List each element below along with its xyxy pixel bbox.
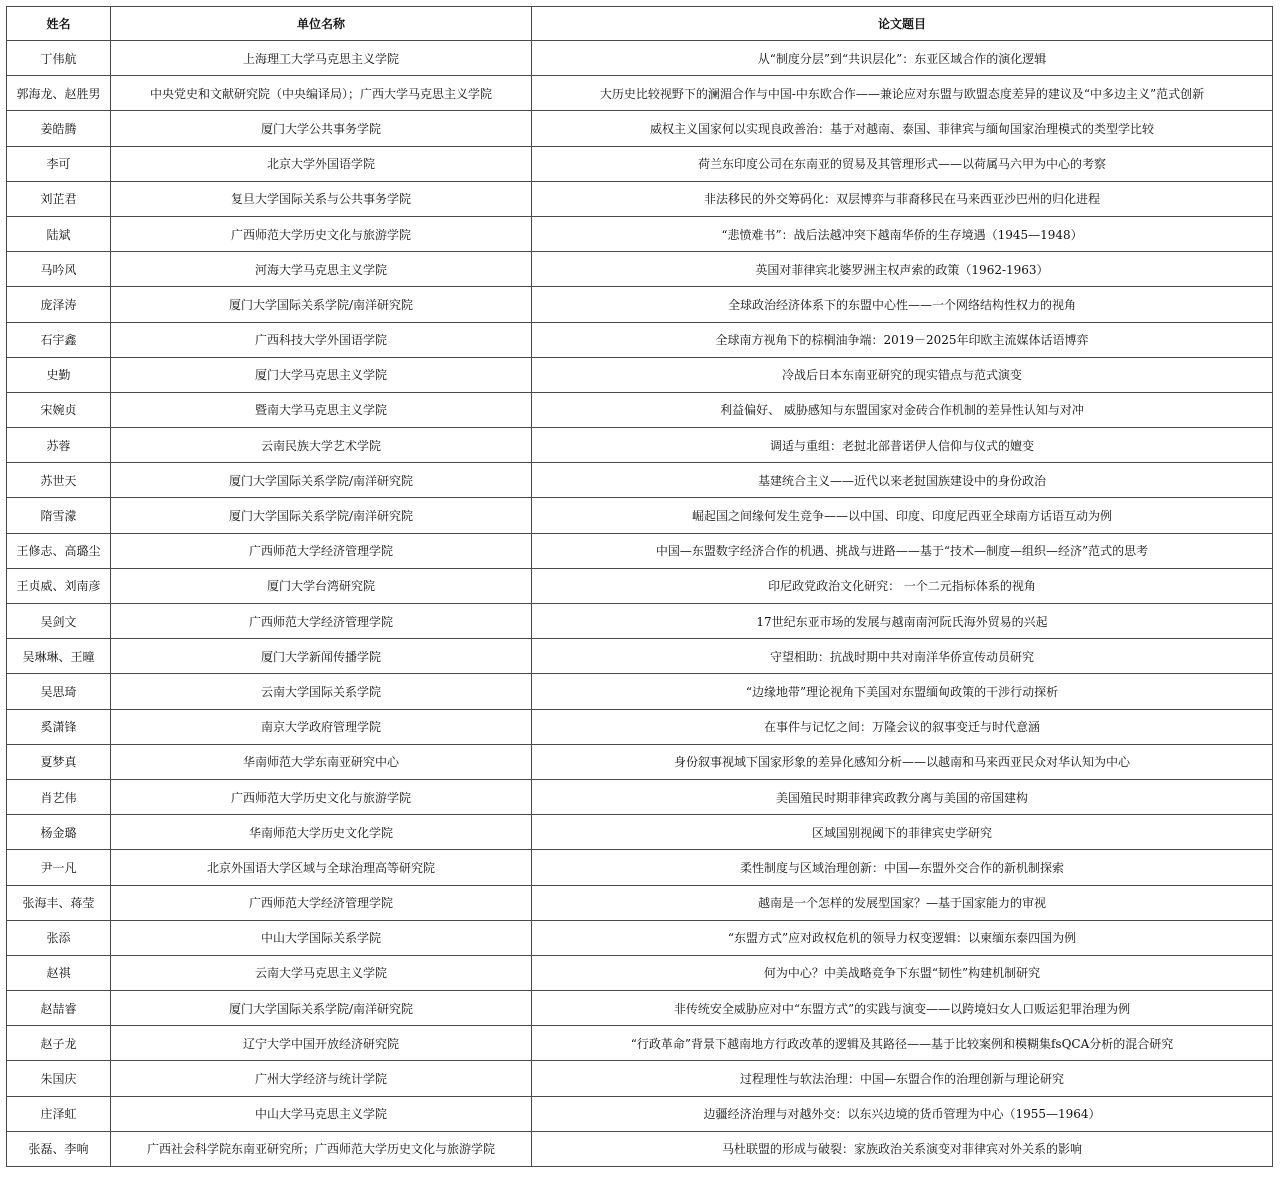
cell-title: 崛起国之间缘何发生竞争——以中国、印度、印度尼西亚全球南方话语互动为例 [532,498,1273,533]
header-name: 姓名 [7,7,111,41]
cell-name: 奚潇锋 [7,709,111,744]
cell-name: 苏世天 [7,463,111,498]
header-title: 论文题目 [532,7,1273,41]
cell-name: 石宇鑫 [7,322,111,357]
cell-name: 赵子龙 [7,1026,111,1061]
cell-title: 边疆经济治理与对越外交：以东兴边境的货币管理为中心（1955—1964） [532,1096,1273,1131]
cell-name: 隋雪濛 [7,498,111,533]
cell-title: 身份叙事视域下国家形象的差异化感知分析——以越南和马来西亚民众对华认知为中心 [532,744,1273,779]
cell-name: 吴思琦 [7,674,111,709]
table-row [7,463,1273,498]
cell-unit: 暨南大学马克思主义学院 [111,392,532,427]
cell-unit: 南京大学政府管理学院 [111,709,532,744]
cell-name: 庄泽虹 [7,1096,111,1131]
cell-unit: 厦门大学国际关系学院/南洋研究院 [111,498,532,533]
cell-name: 张海丰、蒋莹 [7,885,111,920]
cell-title: 非传统安全威胁应对中“东盟方式”的实践与演变——以跨境妇女人口贩运犯罪治理为例 [532,991,1273,1026]
table-row [7,815,1273,850]
cell-unit: 华南师范大学东南亚研究中心 [111,744,532,779]
cell-unit: 广西师范大学历史文化与旅游学院 [111,779,532,814]
cell-title: 马杜联盟的形成与破裂：家族政治关系演变对菲律宾对外关系的影响 [532,1131,1273,1166]
table-row [7,709,1273,744]
table-row [7,920,1273,955]
table-row [7,216,1273,251]
cell-name: 吴琳琳、王曈 [7,639,111,674]
table-row [7,1061,1273,1096]
cell-unit: 云南大学马克思主义学院 [111,955,532,990]
cell-title: 过程理性与软法治理：中国—东盟合作的治理创新与理论研究 [532,1061,1273,1096]
cell-unit: 华南师范大学历史文化学院 [111,815,532,850]
cell-unit: 厦门大学国际关系学院/南洋研究院 [111,287,532,322]
cell-title: 威权主义国家何以实现良政善治：基于对越南、泰国、菲律宾与缅甸国家治理模式的类型学比较 [532,111,1273,146]
cell-title: 守望相助：抗战时期中共对南洋华侨宣传动员研究 [532,639,1273,674]
cell-name: 苏蓉 [7,428,111,463]
cell-unit: 厦门大学台湾研究院 [111,568,532,603]
cell-name: 史勤 [7,357,111,392]
cell-name: 朱国庆 [7,1061,111,1096]
cell-title: 英国对菲律宾北婆罗洲主权声索的政策（1962-1963） [532,252,1273,287]
table-row [7,287,1273,322]
cell-title: “边缘地带”理论视角下美国对东盟缅甸政策的干涉行动探析 [532,674,1273,709]
cell-name: 吴剑文 [7,604,111,639]
cell-unit: 广西师范大学经济管理学院 [111,885,532,920]
table-row [7,604,1273,639]
table-row [7,111,1273,146]
table-row [7,428,1273,463]
cell-name: 张磊、李响 [7,1131,111,1166]
cell-unit: 中山大学马克思主义学院 [111,1096,532,1131]
table-row [7,357,1273,392]
table-row [7,1131,1273,1166]
cell-title: 美国殖民时期菲律宾政教分离与美国的帝国建构 [532,779,1273,814]
cell-unit: 厦门大学马克思主义学院 [111,357,532,392]
table-row [7,76,1273,111]
table-row [7,533,1273,568]
table-row [7,955,1273,990]
cell-unit: 云南民族大学艺术学院 [111,428,532,463]
cell-title: 区域国别视阈下的菲律宾史学研究 [532,815,1273,850]
cell-title: “行政革命”背景下越南地方行政改革的逻辑及其路径——基于比较案例和模糊集fsQCA分析的混合研究 [532,1026,1273,1061]
table-row [7,146,1273,181]
cell-title: 中国—东盟数字经济合作的机遇、挑战与进路——基于“技术—制度—组织—经济”范式的思考 [532,533,1273,568]
table-row [7,1096,1273,1131]
cell-title: 调适与重组：老挝北部普诺伊人信仰与仪式的嬗变 [532,428,1273,463]
cell-name: 李可 [7,146,111,181]
cell-title: “悲愤难书”：战后法越冲突下越南华侨的生存境遇（1945—1948） [532,216,1273,251]
cell-name: 赵喆睿 [7,991,111,1026]
cell-name: 肖艺伟 [7,779,111,814]
cell-title: 利益偏好、 威胁感知与东盟国家对金砖合作机制的差异性认知与对冲 [532,392,1273,427]
table-row [7,850,1273,885]
cell-name: 王修志、高璐尘 [7,533,111,568]
cell-name: 杨金璐 [7,815,111,850]
cell-unit: 厦门大学新闻传播学院 [111,639,532,674]
cell-name: 丁伟航 [7,41,111,76]
header-row [7,7,1273,41]
cell-name: 姜皓腾 [7,111,111,146]
table-row [7,181,1273,216]
cell-title: 大历史比较视野下的澜湄合作与中国-中东欧合作——兼论应对东盟与欧盟态度差异的建议及“中多边主义”范式创新 [532,76,1273,111]
cell-title: 从“制度分层”到“共识层化”：东亚区域合作的演化逻辑 [532,41,1273,76]
cell-unit: 广西科技大学外国语学院 [111,322,532,357]
cell-title: 印尼政党政治文化研究： 一个二元指标体系的视角 [532,568,1273,603]
cell-unit: 河海大学马克思主义学院 [111,252,532,287]
table-row [7,252,1273,287]
paper-roster-table [6,6,1273,1167]
cell-name: 夏梦真 [7,744,111,779]
table-row [7,744,1273,779]
table-row [7,498,1273,533]
table-row [7,1026,1273,1061]
cell-title: “东盟方式”应对政权危机的领导力权变逻辑：以柬缅东泰四国为例 [532,920,1273,955]
cell-title: 全球南方视角下的棕榈油争端：2019－2025年印欧主流媒体话语博弈 [532,322,1273,357]
cell-title: 冷战后日本东南亚研究的现实错点与范式演变 [532,357,1273,392]
table-row [7,991,1273,1026]
cell-name: 张添 [7,920,111,955]
cell-name: 王贞威、刘南彦 [7,568,111,603]
cell-unit: 中山大学国际关系学院 [111,920,532,955]
cell-title: 非法移民的外交筹码化：双层博弈与菲裔移民在马来西亚沙巴州的归化进程 [532,181,1273,216]
cell-name: 刘芷君 [7,181,111,216]
cell-unit: 北京外国语大学区域与全球治理高等研究院 [111,850,532,885]
header-unit: 单位名称 [111,7,532,41]
cell-unit: 中央党史和文献研究院（中央编译局）；广西大学马克思主义学院 [111,76,532,111]
table-row [7,322,1273,357]
table-row [7,639,1273,674]
cell-title: 荷兰东印度公司在东南亚的贸易及其管理形式——以荷属马六甲为中心的考察 [532,146,1273,181]
cell-unit: 厦门大学国际关系学院/南洋研究院 [111,463,532,498]
table-row [7,41,1273,76]
cell-title: 柔性制度与区域治理创新：中国—东盟外交合作的新机制探索 [532,850,1273,885]
cell-unit: 复旦大学国际关系与公共事务学院 [111,181,532,216]
table-row [7,674,1273,709]
cell-title: 越南是一个怎样的发展型国家？—基于国家能力的审视 [532,885,1273,920]
cell-unit: 北京大学外国语学院 [111,146,532,181]
cell-unit: 厦门大学公共事务学院 [111,111,532,146]
cell-unit: 厦门大学国际关系学院/南洋研究院 [111,991,532,1026]
cell-name: 马吟风 [7,252,111,287]
cell-title: 17世纪东亚市场的发展与越南南河阮氏海外贸易的兴起 [532,604,1273,639]
cell-name: 尹一凡 [7,850,111,885]
table-row [7,568,1273,603]
cell-unit: 广西师范大学经济管理学院 [111,604,532,639]
cell-unit: 上海理工大学马克思主义学院 [111,41,532,76]
cell-unit: 广西社会科学院东南亚研究所；广西师范大学历史文化与旅游学院 [111,1131,532,1166]
cell-unit: 广州大学经济与统计学院 [111,1061,532,1096]
cell-title: 何为中心？中美战略竞争下东盟“韧性”构建机制研究 [532,955,1273,990]
cell-name: 宋婉贞 [7,392,111,427]
cell-name: 赵祺 [7,955,111,990]
cell-unit: 广西师范大学经济管理学院 [111,533,532,568]
cell-title: 全球政治经济体系下的东盟中心性——一个网络结构性权力的视角 [532,287,1273,322]
table-row [7,392,1273,427]
cell-unit: 广西师范大学历史文化与旅游学院 [111,216,532,251]
cell-title: 在事件与记忆之间：万隆会议的叙事变迁与时代意涵 [532,709,1273,744]
cell-name: 郭海龙、赵胜男 [7,76,111,111]
cell-title: 基建统合主义——近代以来老挝国族建设中的身份政治 [532,463,1273,498]
table-row [7,885,1273,920]
cell-unit: 辽宁大学中国开放经济研究院 [111,1026,532,1061]
cell-name: 庞泽涛 [7,287,111,322]
cell-name: 陆斌 [7,216,111,251]
table-body [7,41,1273,1167]
table-row [7,779,1273,814]
cell-unit: 云南大学国际关系学院 [111,674,532,709]
